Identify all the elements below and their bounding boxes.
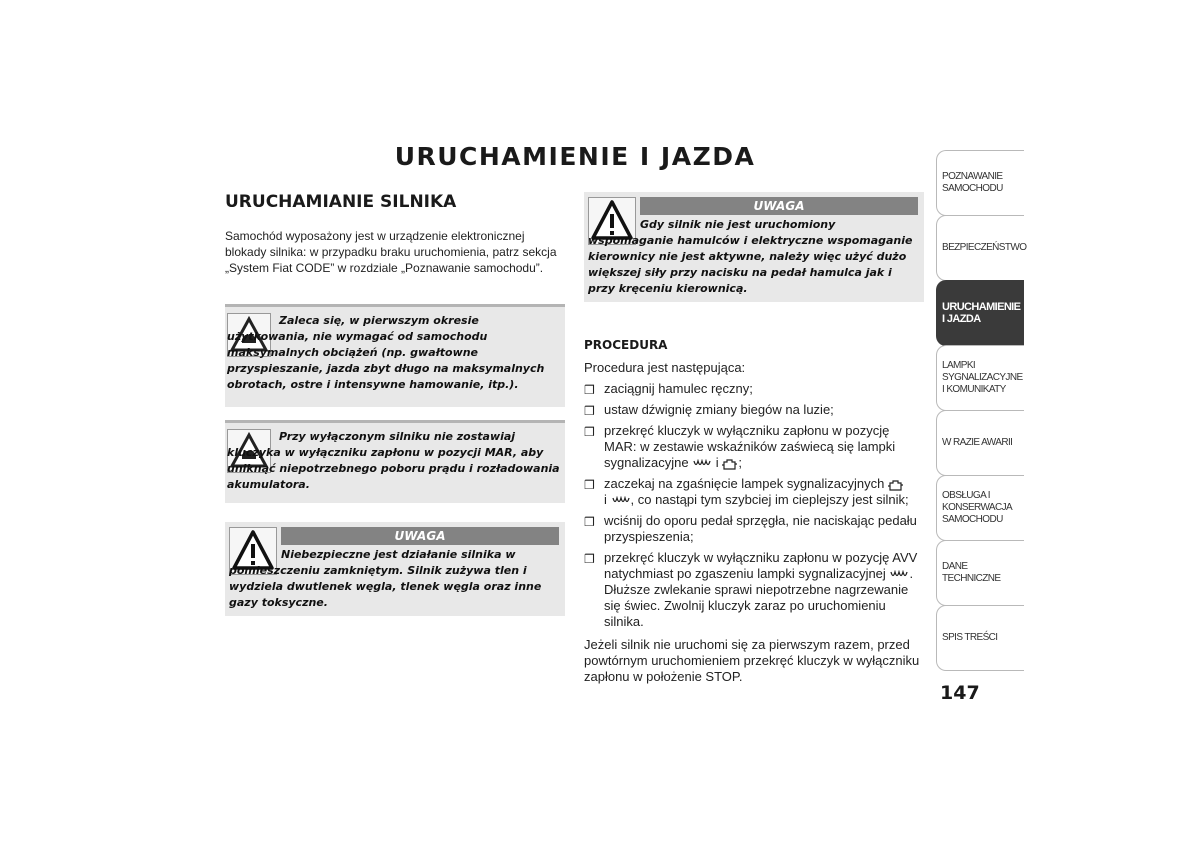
list-item: ❒ ustaw dźwignię zmiany biegów na luzie; (584, 402, 834, 418)
intro-paragraph: Samochód wyposażony jest w urządzenie elektronicznej blokady silnika: w przypadku braku uruchomienia, patrz sekcja „System Fiat CODE” w rozdziale „Poznawanie samochodu”. (225, 229, 557, 275)
note-text-1: Zaleca się, w pierwszym okresie użytkowania, nie wymagać od samochodu maksymalnych obciążeń (np. gwałtowne przyspieszanie, jazda zbyt długo na maksymalnych obrotach, ostre i intensywne hamowanie, itp.). (227, 314, 545, 391)
note-box-2 (225, 420, 565, 503)
checkbox-bullet-icon: ❒ (584, 425, 595, 439)
note-text-2: Przy wyłączonym silniku nie zostawiaj kluczyka w wyłączniku zapłonu w pozycji MAR, aby uniknąć niepotrzebnego poboru prądu i rozładowania akumulatora. (227, 430, 560, 491)
tab-w-razie-awarii[interactable]: W RAZIE AWARII (936, 410, 1024, 476)
list-item: ❒ zaciągnij hamulec ręczny; (584, 381, 753, 397)
tab-bezpieczenstwo[interactable]: BEZPIECZEŃSTWO (936, 215, 1024, 281)
warning-box-1 (225, 522, 565, 616)
warning-text-1: Niebezpieczne jest działanie silnika w pomieszczeniu zamkniętym. Silnik zużywa tlen i wydziela dwutlenek węgla, tlenek węgla oraz inne gazy toksyczne. (229, 548, 542, 609)
warning-label-bar: UWAGA (281, 527, 559, 545)
engine-fault-icon (722, 457, 738, 471)
checkbox-bullet-icon: ❒ (584, 478, 595, 492)
engine-fault-icon (888, 478, 904, 492)
page-number: 147 (940, 682, 980, 704)
note-box-1 (225, 304, 565, 407)
checkbox-bullet-icon: ❒ (584, 552, 595, 566)
checkbox-bullet-icon: ❒ (584, 515, 595, 529)
warning-text-2: Gdy silnik nie jest uruchomiony wspomaganie hamulców i elektryczne wspomaganie kierownicy nie jest aktywne, należy więc użyć dużo większej siły przy nacisku na pedał hamulca jak i przy kręceniu kierownicą. (588, 218, 913, 295)
checkbox-bullet-icon: ❒ (584, 383, 595, 397)
glow-plug-icon (611, 496, 631, 506)
chapter-title: URUCHAMIENIE I JAZDA (394, 142, 756, 171)
glow-plug-icon (692, 459, 712, 469)
closing-paragraph: Jeżeli silnik nie uruchomi się za pierwszym razem, przed powtórnym uruchomieniem przekręć kluczyk w wyłączniku zapłonu w położenie STOP. (584, 637, 920, 684)
procedure-intro: Procedura jest następująca: (584, 360, 746, 375)
procedure-steps (584, 381, 919, 635)
tab-dane-techniczne[interactable]: DANE TECHNICZNE (936, 540, 1024, 606)
section-title: URUCHAMIANIE SILNIKA (225, 192, 457, 212)
list-item: ❒ zaczekaj na zgaśnięcie lampek sygnalizacyjnych i , co nastąpi tym szybciej im cieplejszy jest silnik; (584, 476, 909, 507)
tab-lampki-sygnalizacyjne[interactable]: LAMPKI SYGNALIZACYJNE I KOMUNIKATY (936, 345, 1024, 411)
tab-poznawanie-samochodu[interactable]: POZNAWANIE SAMOCHODU (936, 150, 1024, 216)
list-item: ❒ przekręć kluczyk w wyłączniku zapłonu w pozycję MAR: w zestawie wskaźników zaświecą się lampki sygnalizacyjne i ; (584, 423, 896, 470)
checkbox-bullet-icon: ❒ (584, 404, 595, 418)
tab-spis-tresci[interactable]: SPIS TREŚCI (936, 605, 1024, 671)
list-item: ❒ przekręć kluczyk w wyłączniku zapłonu w pozycję AVV natychmiast po zgaszeniu lampki sygnalizacyjnej . Dłuższe zwlekanie sprawi niepotrzebne nagrzewanie się świec. Zwolnij kluczyk zaraz po uruchomieniu silnika. (584, 550, 918, 629)
tab-obsluga-i-konserwacja[interactable]: OBSŁUGA I KONSERWACJA SAMOCHODU (936, 475, 1024, 541)
warning-label-bar: UWAGA (640, 197, 918, 215)
procedure-heading: PROCEDURA (584, 338, 668, 352)
chapter-tabs (936, 150, 1027, 670)
list-item: ❒ wciśnij do oporu pedał sprzęgła, nie naciskając pedału przyspieszenia; (584, 513, 917, 544)
glow-plug-icon (889, 570, 909, 580)
tab-uruchamienie-i-jazda[interactable]: URUCHAMIENIE I JAZDA (936, 280, 1024, 346)
warning-box-2 (584, 192, 924, 302)
